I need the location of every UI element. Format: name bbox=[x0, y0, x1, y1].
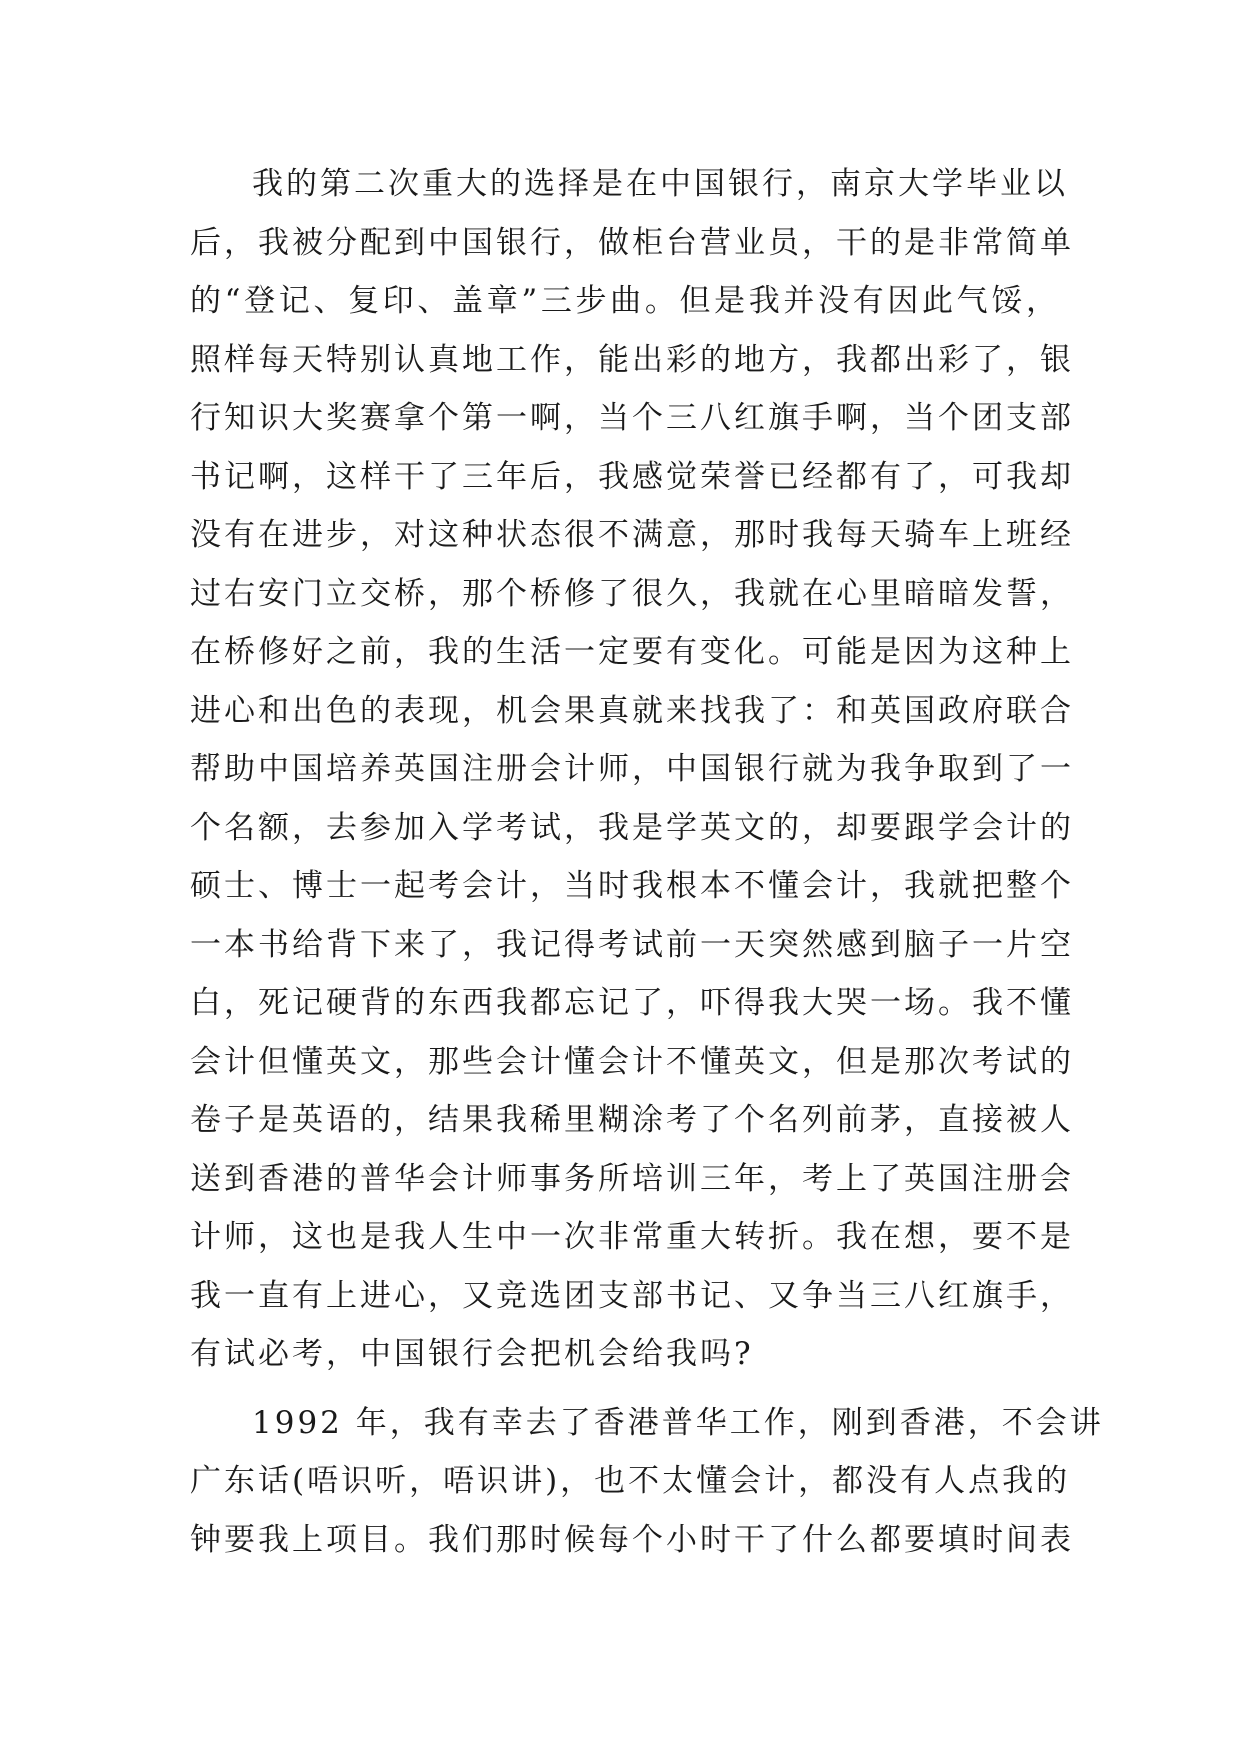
text-line: 照样每天特别认真地工作，能出彩的地方，我都出彩了，银 bbox=[190, 341, 1074, 378]
text-line: 硕士、博士一起考会计，当时我根本不懂会计，我就把整个 bbox=[190, 868, 1074, 904]
text-line: 在桥修好之前，我的生活一定要有变化。可能是因为这种上 bbox=[190, 634, 1074, 670]
text-line: 我的第二次重大的选择是在中国银行，南京大学毕业以 bbox=[252, 166, 1068, 202]
text-line: 白，死记硬背的东西我都忘记了，吓得我大哭一场。我不懂 bbox=[190, 985, 1074, 1021]
text-line: 一本书给背下来了，我记得考试前一天突然感到脑子一片空 bbox=[190, 926, 1074, 963]
text-line: 会计但懂英文，那些会计懂会计不懂英文，但是那次考试的 bbox=[190, 1043, 1074, 1080]
text-line: 行知识大奖赛拿个第一啊，当个三八红旗手啊，当个团支部 bbox=[190, 400, 1074, 436]
paragraph-1 bbox=[190, 155, 1074, 1384]
paragraph-2 bbox=[190, 1394, 1104, 1570]
text-line: 进心和出色的表现，机会果真就来找我了：和英国政府联合 bbox=[190, 692, 1074, 729]
paragraph-spacer bbox=[190, 1384, 1060, 1394]
text-line: 没有在进步，对这种状态很不满意，那时我每天骑车上班经 bbox=[190, 517, 1074, 553]
text-line: 个名额，去参加入学考试，我是学英文的，却要跟学会计的 bbox=[190, 809, 1074, 846]
document-body bbox=[190, 155, 1104, 1569]
text-line: 帮助中国培养英国注册会计师，中国银行就为我争取到了一 bbox=[190, 751, 1074, 787]
text-line: 计师，这也是我人生中一次非常重大转折。我在想，要不是 bbox=[190, 1219, 1074, 1255]
text-line: 过右安门立交桥，那个桥修了很久，我就在心里暗暗发誓， bbox=[190, 575, 1074, 612]
text-line: 后，我被分配到中国银行，做柜台营业员，干的是非常简单 bbox=[190, 224, 1074, 261]
text-line: 书记啊，这样干了三年后，我感觉荣誉已经都有了，可我却 bbox=[190, 458, 1074, 495]
text-line: 钟要我上项目。我们那时候每个小时干了什么都要填时间表 bbox=[190, 1521, 1074, 1558]
text-line: 卷子是英语的，结果我稀里糊涂考了个名列前茅，直接被人 bbox=[190, 1102, 1074, 1138]
text-line: 广东话(唔识听，唔识讲)，也不太懂会计，都没有人点我的 bbox=[190, 1463, 1071, 1499]
text-line: 的“登记、复印、盖章”三步曲。但是我并没有因此气馁， bbox=[190, 283, 1060, 319]
text-line: 送到香港的普华会计师事务所培训三年，考上了英国注册会 bbox=[190, 1160, 1074, 1197]
text-line: 我一直有上进心，又竞选团支部书记、又争当三八红旗手， bbox=[190, 1277, 1074, 1314]
text-line: 1992 年，我有幸去了香港普华工作，刚到香港，不会讲 bbox=[252, 1404, 1104, 1441]
text-line: 有试必考，中国银行会把机会给我吗? bbox=[190, 1336, 754, 1372]
